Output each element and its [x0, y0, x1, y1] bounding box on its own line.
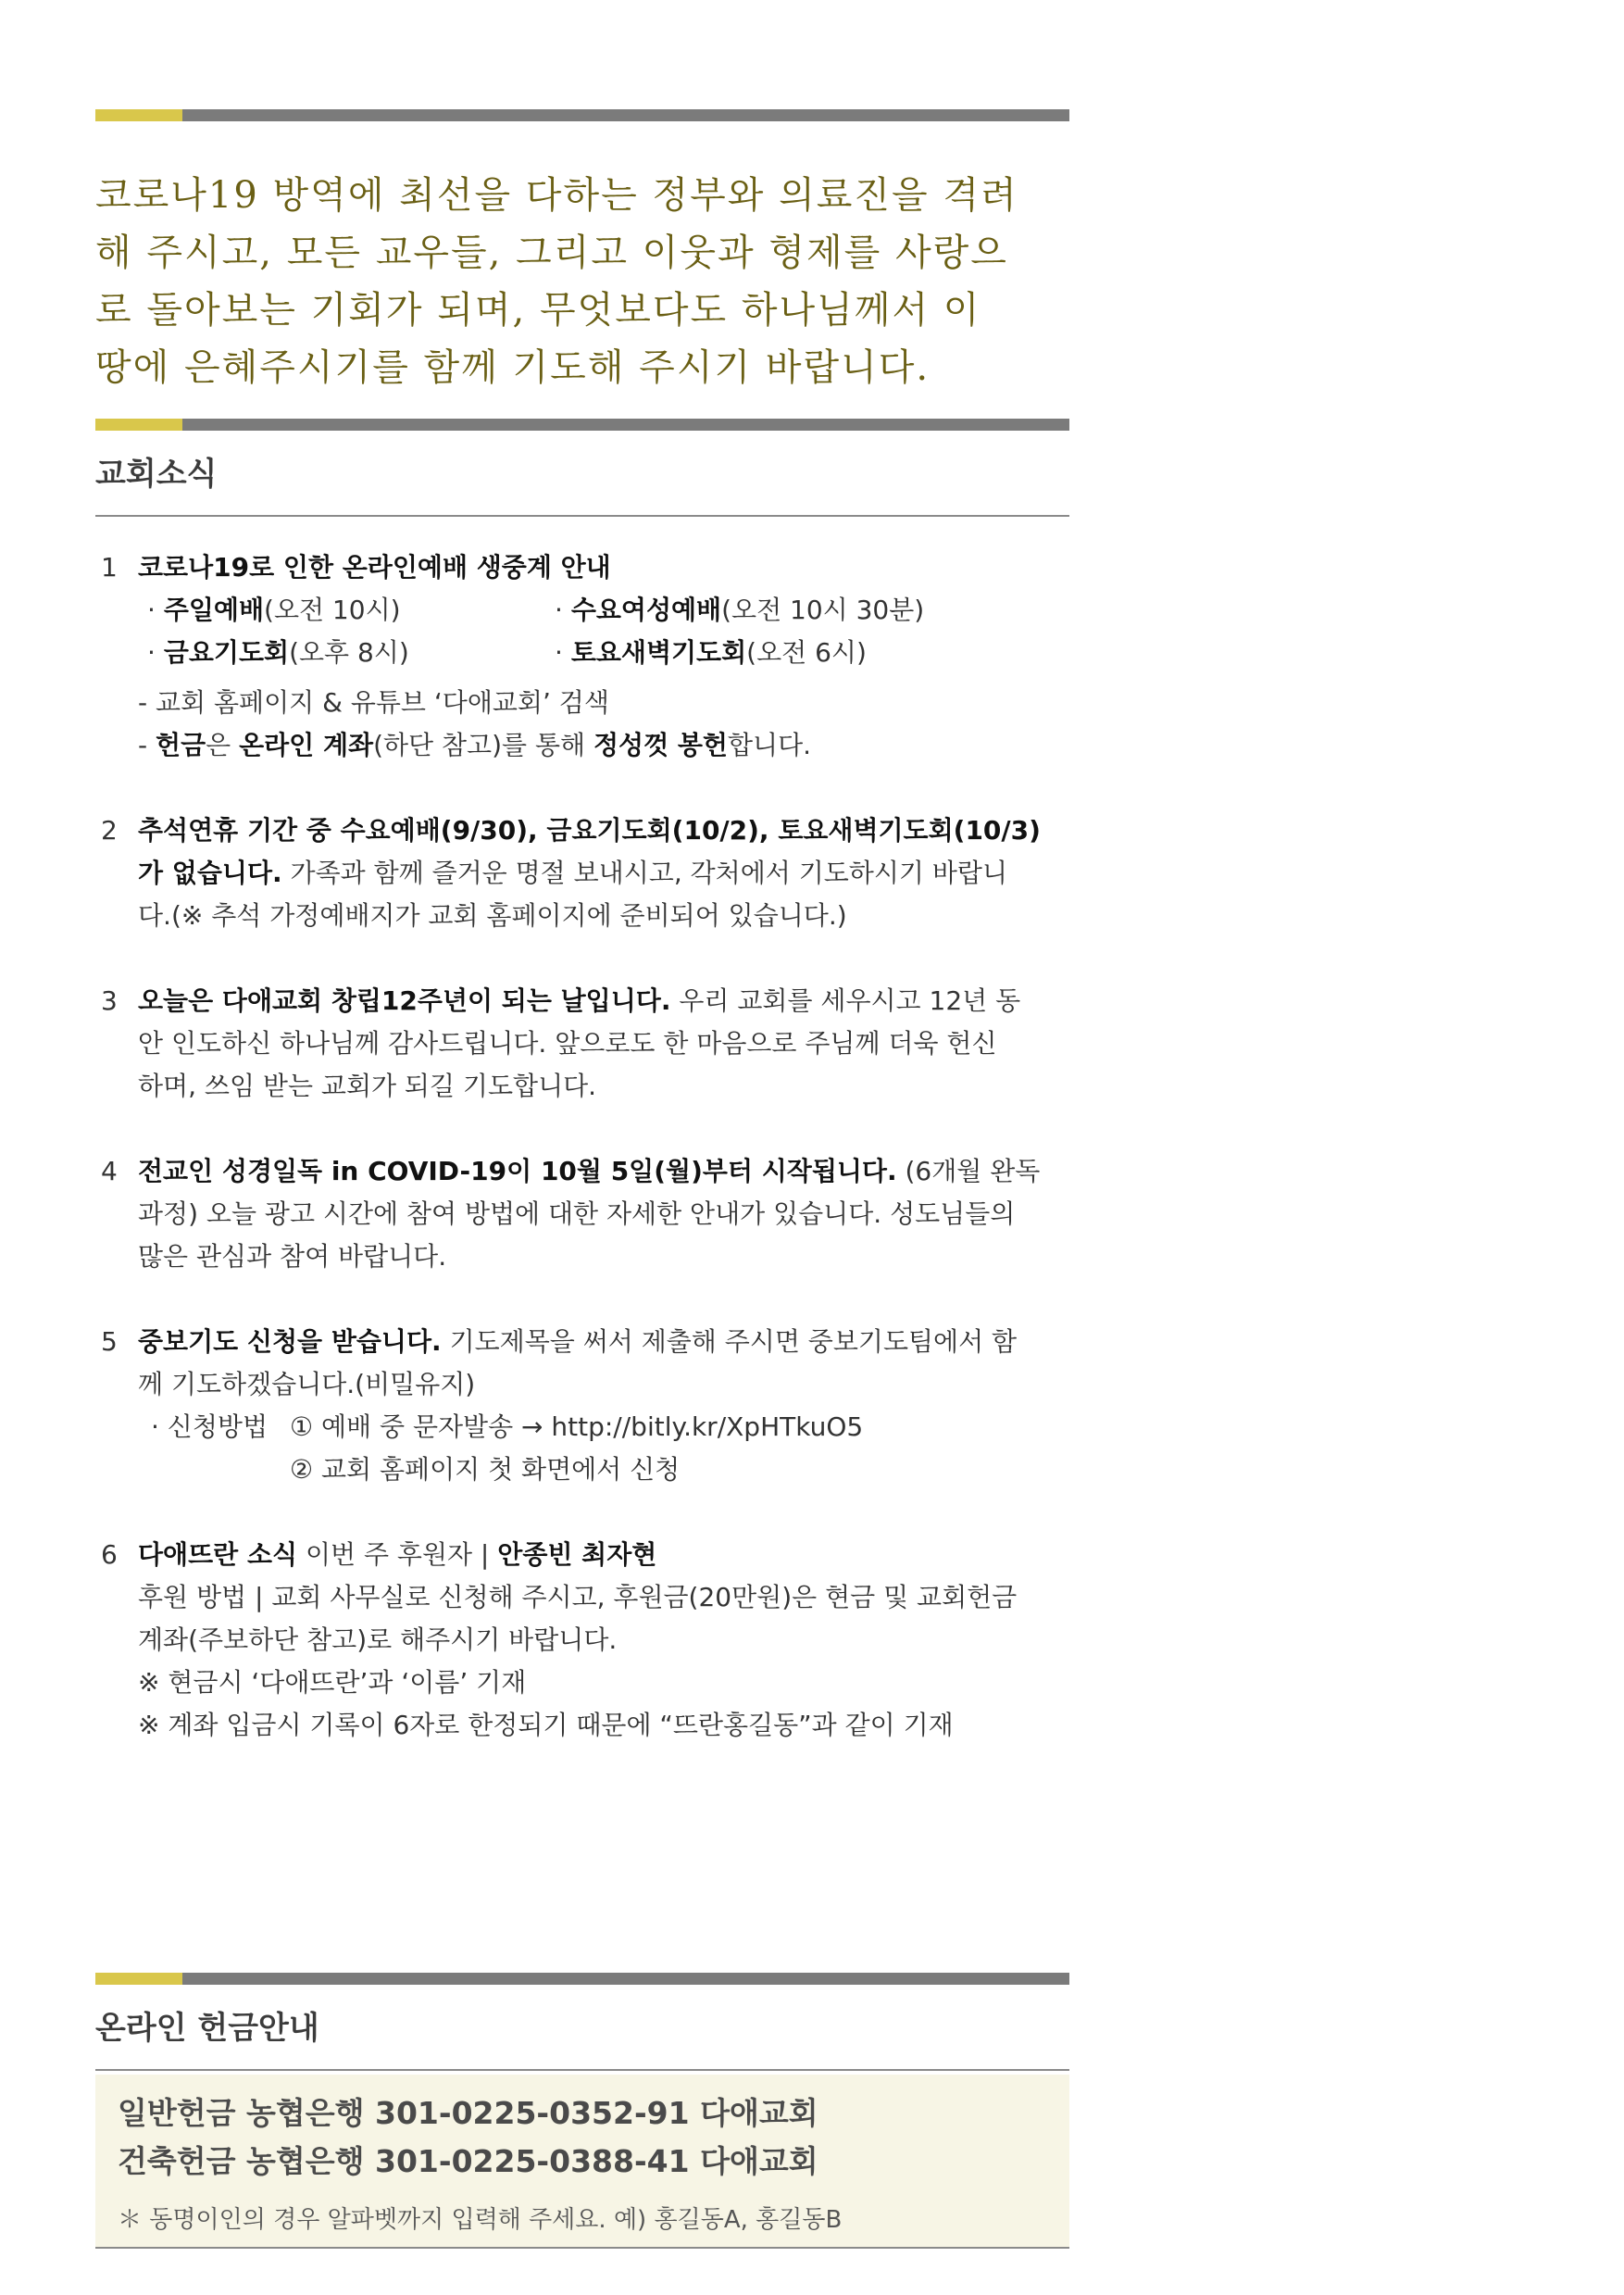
verse-line: 코로나19 방역에 최선을 다하는 정부와 의료진을 격려: [95, 174, 1018, 217]
item-text: · 신청방법 ① 예배 중 문자발송 → http://bitly.kr/XpHTkuO5: [151, 1411, 864, 1442]
offering-section-title: 온라인 헌금안내: [95, 2010, 319, 2047]
account-building: 건축헌금 농협은행 301-0225-0388-41 다애교회: [118, 2143, 818, 2179]
item-text: 중보기도 신청을 받습니다. 기도제목을 써서 제출해 주시면 중보기도팀에서 함: [138, 1326, 1018, 1357]
offering-divider-bar: [95, 1973, 1069, 1985]
news-title-rule: [95, 515, 1069, 517]
note-line: - 헌금은 온라인 계좌(하단 참고)를 통해 정성껏 봉헌합니다.: [138, 730, 812, 760]
item-text: 계좌(주보하단 참고)로 해주시기 바랍니다.: [138, 1624, 618, 1655]
service-time: (오전 6시): [746, 637, 867, 668]
service-name: 주일예배: [163, 595, 265, 625]
verse-line: 땅에 은혜주시기를 함께 기도해 주시기 바랍니다.: [95, 346, 931, 389]
item-text: 다.(※ 추석 가정예배지가 교회 홈페이지에 준비되어 있습니다.): [138, 900, 847, 931]
item-text: 과정) 오늘 광고 시간에 참여 방법에 대한 자세한 안내가 있습니다. 성도님들의: [138, 1198, 1016, 1229]
item-number: 6: [101, 1539, 118, 1570]
item-text: 하며, 쓰임 받는 교회가 되길 기도합니다.: [138, 1071, 597, 1101]
item-number: 4: [101, 1156, 118, 1186]
item-text: ※ 계좌 입금시 기록이 6자로 한정되기 때문에 “뜨란홍길동”과 같이 기재: [138, 1710, 954, 1740]
item-number: 3: [101, 985, 118, 1016]
note-line: - 교회 홈페이지 & 유튜브 ‘다애교회’ 검색: [138, 687, 609, 718]
item-text: 오늘은 다애교회 창립12주년이 되는 날입니다. 우리 교회를 세우시고 12년 동: [138, 985, 1021, 1016]
item-text: 후원 방법 | 교회 사무실로 신청해 주시고, 후원금(20만원)은 현금 및 교회헌금: [138, 1582, 1018, 1612]
offering-note: ＊ 동명이인의 경우 알파벳까지 입력해 주세요. 예) 홍길동A, 홍길동B: [118, 2206, 843, 2234]
item-text: ② 교회 홈페이지 첫 화면에서 신청: [290, 1454, 681, 1485]
item-text: 가 없습니다. 가족과 함께 즐거운 명절 보내시고, 각처에서 기도하시기 바랍니: [138, 858, 1007, 888]
news-list: [95, 546, 1077, 1789]
news-item-3: [95, 980, 1077, 1108]
news-section-title: 교회소식: [95, 456, 218, 493]
item-number: 1: [101, 552, 118, 583]
news-item-2: [95, 809, 1077, 937]
service-name: 토요새벽기도회: [570, 637, 747, 668]
account-general: 일반헌금 농협은행 301-0225-0352-91 다애교회: [118, 2095, 818, 2131]
item-text: 안 인도하신 하나님께 감사드립니다. 앞으로도 한 마음으로 주님께 더욱 헌신: [138, 1028, 997, 1059]
top-divider-bar: [95, 109, 1069, 121]
news-item-1: 1 코로나19로 인한 온라인예배 생중계 안내 · 주일예배(오전 10시) · 수요여성예배(오전 10시 30분) · 금요기도회(오후 8시) · 토요새벽기도회(오전 6시) - 교회 홈페이지 & 유튜브 ‘다애교회’ 검색 - 헌금은 온라인 계좌(하단 참고)를 통해 정성껏 봉헌합니다.: [95, 546, 1077, 767]
item-text: 전교인 성경일독 in COVID-19이 10월 5일(월)부터 시작됩니다. (6개월 완독: [138, 1156, 1041, 1186]
offering-bottom-rule: [95, 2247, 1069, 2249]
news-divider-bar: [95, 419, 1069, 431]
service-time: (오후 8시): [289, 637, 409, 668]
item-text: ※ 현금시 ‘다애뜨란’과 ‘이름’ 기재: [138, 1667, 527, 1698]
verse-line: 로 돌아보는 기회가 되며, 무엇보다도 하나님께서 이: [95, 289, 981, 332]
news-item-4: [95, 1150, 1077, 1278]
service-time: (오전 10시): [264, 595, 401, 625]
news-item-6: [95, 1534, 1077, 1747]
item-text: 다애뜨란 소식 이번 주 후원자 | 안종빈 최자현: [138, 1539, 657, 1570]
item-title: 코로나19로 인한 온라인예배 생중계 안내: [138, 552, 611, 583]
news-item-5: [95, 1321, 1077, 1491]
service-name: 수요여성예배: [570, 595, 722, 625]
verse-line: 해 주시고, 모든 교우들, 그리고 이웃과 형제를 사랑으: [95, 232, 1008, 274]
offering-title-rule: [95, 2069, 1069, 2071]
item-text: 많은 관심과 참여 바랍니다.: [138, 1241, 447, 1272]
service-name: 금요기도회: [163, 637, 290, 668]
offering-accounts-box: [95, 2075, 1069, 2247]
item-number: 5: [101, 1326, 118, 1357]
prayer-verse: [95, 167, 1077, 396]
item-number: 2: [101, 815, 118, 846]
item-text: 께 기도하겠습니다.(비밀유지): [138, 1369, 476, 1399]
item-title: 추석연휴 기간 중 수요예배(9/30), 금요기도회(10/2), 토요새벽기도회(10/3): [138, 815, 1041, 846]
service-time: (오전 10시 30분): [721, 595, 925, 625]
